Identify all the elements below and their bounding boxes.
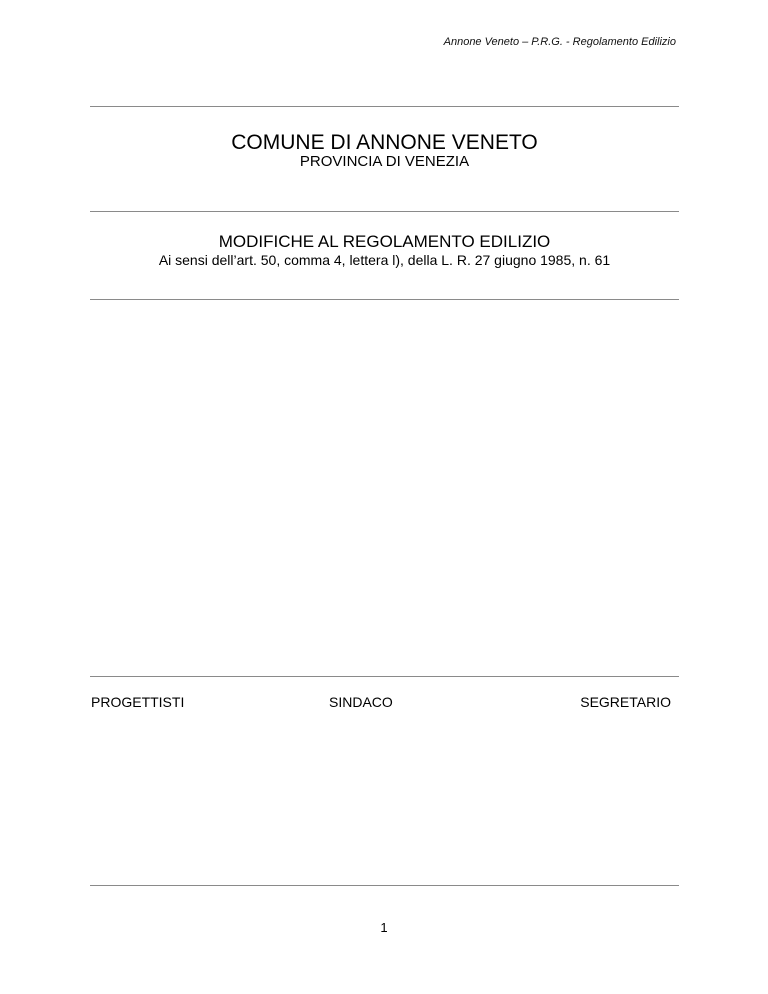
divider (90, 211, 679, 212)
province-name: PROVINCIA DI VENEZIA (299, 153, 470, 170)
mayor-label: SINDACO (329, 694, 393, 710)
divider (90, 106, 679, 107)
divider (90, 885, 679, 886)
page-number: 1 (380, 920, 388, 935)
divider (90, 676, 679, 677)
document-title: MODIFICHE AL REGOLAMENTO EDILIZIO (218, 232, 551, 251)
municipality-name: COMUNE DI ANNONE VENETO (231, 131, 538, 154)
designers-label: PROGETTISTI (91, 694, 185, 710)
legal-reference: Ai sensi dell’art. 50, comma 4, lettera l), della L. R. 27 giugno 1985, n. 61 (158, 252, 611, 268)
divider (90, 299, 679, 300)
secretary-label: SEGRETARIO (580, 694, 671, 710)
running-header: Annone Veneto – P.R.G. - Regolamento Edilizio (443, 36, 676, 48)
